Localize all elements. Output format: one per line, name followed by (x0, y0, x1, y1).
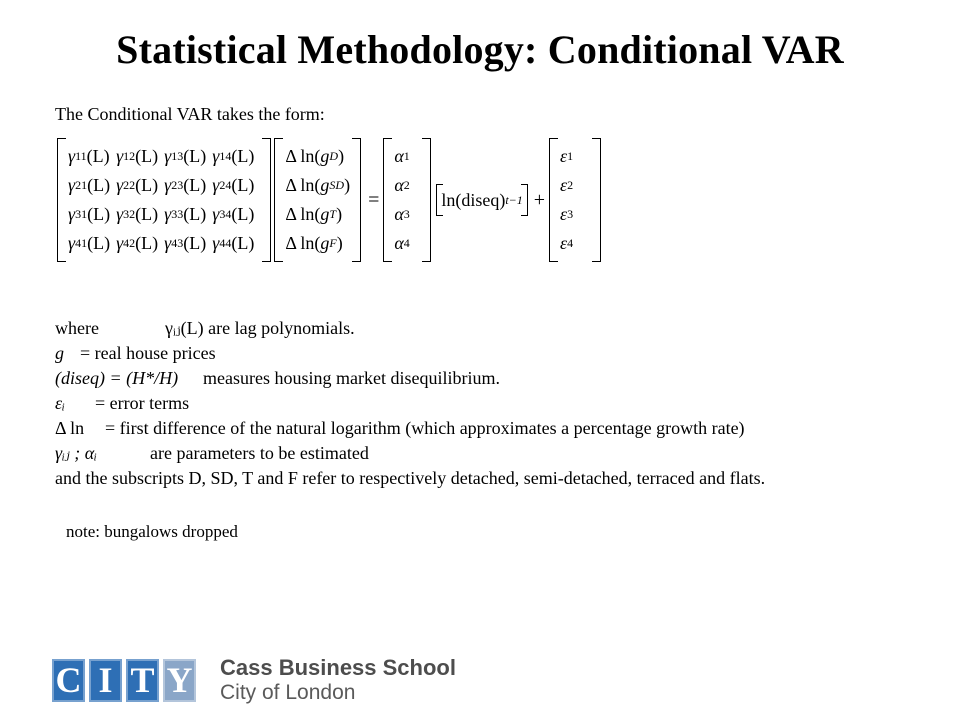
growth-vector (274, 138, 361, 262)
gamma-symbol: γ (212, 233, 220, 253)
alpha-1 (394, 142, 420, 171)
gamma-subscript: 32 (123, 207, 136, 221)
cass-logo (52, 656, 456, 704)
gamma-subscript: 33 (171, 207, 184, 221)
gamma-symbol: γ (212, 146, 220, 166)
definition-symbol: where (55, 318, 99, 338)
definition-symbol: g (55, 343, 64, 363)
lag-argument: (L) (183, 204, 207, 224)
lag-argument: (L) (87, 233, 111, 253)
gamma-subscript: 22 (123, 178, 136, 192)
epsilon-subscript: 2 (567, 178, 574, 192)
gamma-12 (116, 142, 158, 171)
gamma-43 (164, 229, 206, 258)
diseq-term (436, 184, 527, 216)
alpha-subscript: 2 (403, 178, 410, 192)
delta-ln: Δ ln( (285, 233, 321, 253)
gamma-subscript: 23 (171, 178, 184, 192)
lag-argument: (L) (231, 175, 255, 195)
epsilon-3 (560, 200, 590, 229)
gamma-22 (116, 171, 158, 200)
definition-text: = first difference of the natural logarithm (which approximates a percentage growth rate) (105, 418, 745, 438)
gamma-symbol: γ (164, 233, 172, 253)
gamma-subscript: 13 (171, 149, 184, 163)
growth-term-d (285, 142, 350, 171)
dwelling-subscript: T (329, 207, 337, 221)
gamma-subscript: 12 (123, 149, 136, 163)
school-name: Cass Business School (220, 655, 456, 681)
close-paren: ) (336, 233, 343, 253)
gamma-14 (212, 142, 254, 171)
school-name-block (220, 656, 456, 703)
gamma-symbol: γ (212, 204, 220, 224)
alpha-subscript: 1 (403, 149, 410, 163)
epsilon-symbol: ε (560, 233, 568, 253)
gamma-matrix (57, 138, 271, 262)
definition-symbol: εᵢ (55, 393, 65, 413)
logo-letter-i: I (89, 659, 122, 702)
gamma-symbol: γ (164, 146, 172, 166)
gamma-symbol: γ (68, 175, 76, 195)
alpha-2 (394, 171, 420, 200)
definition-text: are parameters to be estimated (150, 443, 369, 463)
growth-term-f (285, 229, 350, 258)
gamma-33 (164, 200, 206, 229)
definition-symbol: Δ ln (55, 418, 85, 438)
definition-text: γᵢⱼ(L) are lag polynomials. (165, 318, 355, 338)
alpha-vector (383, 138, 431, 262)
definition-symbol: (diseq) = (H*/H) (55, 368, 179, 388)
delta-ln: Δ ln( (285, 204, 321, 224)
gamma-symbol: γ (212, 175, 220, 195)
dwelling-subscript: F (329, 236, 337, 250)
gamma-21 (68, 171, 110, 200)
gamma-symbol: γ (116, 233, 124, 253)
gamma-subscript: 21 (75, 178, 88, 192)
gamma-subscript: 43 (171, 236, 184, 250)
growth-term-sd (285, 171, 350, 200)
gamma-11 (68, 142, 110, 171)
definition-symbol: γᵢⱼ ; αᵢ (55, 443, 97, 463)
definition-symbol: and the subscripts D, SD, T and F refer to respectively detached, semi-detached, terraced and flats. (55, 468, 766, 488)
gamma-13 (164, 142, 206, 171)
gamma-symbol: γ (116, 175, 124, 195)
lag-argument: (L) (183, 146, 207, 166)
intro-text: The Conditional VAR takes the form: (55, 104, 325, 124)
epsilon-subscript: 4 (567, 236, 574, 250)
gamma-24 (212, 171, 254, 200)
lag-argument: (L) (135, 146, 159, 166)
gamma-symbol: γ (68, 146, 76, 166)
close-paren: ) (336, 204, 343, 224)
gamma-31 (68, 200, 110, 229)
definition-text: = error terms (95, 393, 190, 413)
gamma-44 (212, 229, 254, 258)
lag-argument: (L) (87, 204, 111, 224)
alpha-subscript: 3 (403, 207, 410, 221)
equals-sign: = (368, 188, 380, 211)
lag-argument: (L) (86, 146, 110, 166)
gamma-symbol: γ (116, 204, 124, 224)
gamma-subscript: 24 (219, 178, 232, 192)
plus-sign: + (533, 188, 546, 211)
lag-argument: (L) (87, 175, 111, 195)
gamma-41 (68, 229, 110, 258)
alpha-symbol: α (394, 175, 404, 195)
lag-argument: (L) (135, 175, 159, 195)
epsilon-symbol: ε (560, 175, 568, 195)
gamma-23 (164, 171, 206, 200)
epsilon-subscript: 3 (567, 207, 574, 221)
close-paren: ) (344, 175, 351, 195)
gamma-subscript: 44 (219, 236, 232, 250)
alpha-4 (394, 229, 420, 258)
epsilon-2 (560, 171, 590, 200)
alpha-3 (394, 200, 420, 229)
lag-argument: (L) (231, 146, 255, 166)
price-variable: g (320, 204, 330, 224)
delta-ln: Δ ln( (285, 175, 321, 195)
alpha-subscript: 4 (403, 236, 410, 250)
gamma-subscript: 42 (123, 236, 136, 250)
slide-title: Statistical Methodology: Conditional VAR (116, 27, 844, 72)
lag-argument: (L) (183, 233, 207, 253)
school-city: City of London (220, 680, 356, 704)
gamma-subscript: 14 (219, 149, 232, 163)
definition-text: measures housing market disequilibrium. (203, 368, 500, 388)
epsilon-symbol: ε (560, 204, 568, 224)
alpha-symbol: α (394, 233, 404, 253)
epsilon-subscript: 1 (567, 149, 574, 163)
var-equation (57, 138, 604, 262)
error-vector (549, 138, 601, 262)
gamma-subscript: 31 (75, 207, 88, 221)
price-variable: g (320, 146, 330, 166)
gamma-subscript: 11 (75, 149, 87, 163)
diseq-lag-subscript: t−1 (505, 192, 523, 207)
close-paren: ) (338, 146, 345, 166)
gamma-32 (116, 200, 158, 229)
price-variable: g (320, 175, 330, 195)
dwelling-subscript: D (329, 149, 339, 163)
dwelling-subscript: SD (329, 178, 345, 192)
alpha-symbol: α (394, 146, 404, 166)
gamma-symbol: γ (164, 175, 172, 195)
alpha-symbol: α (394, 204, 404, 224)
gamma-symbol: γ (164, 204, 172, 224)
gamma-symbol: γ (116, 146, 124, 166)
logo-letter-y: Y (163, 659, 196, 702)
gamma-symbol: γ (68, 204, 76, 224)
logo-letter-t: T (126, 659, 159, 702)
lag-argument: (L) (231, 233, 255, 253)
logo-letter-c: C (52, 659, 85, 702)
gamma-42 (116, 229, 158, 258)
growth-term-t (285, 200, 350, 229)
epsilon-1 (560, 142, 590, 171)
gamma-subscript: 41 (75, 236, 88, 250)
lag-argument: (L) (231, 204, 255, 224)
diseq-expression: ln(diseq) (441, 189, 506, 210)
price-variable: g (320, 233, 330, 253)
city-wordmark (52, 659, 200, 702)
gamma-symbol: γ (68, 233, 76, 253)
lag-argument: (L) (183, 175, 207, 195)
lag-argument: (L) (135, 204, 159, 224)
gamma-subscript: 34 (219, 207, 232, 221)
note-text: note: bungalows dropped (66, 522, 238, 541)
epsilon-symbol: ε (560, 146, 568, 166)
delta-ln: Δ ln( (285, 146, 321, 166)
definition-text: = real house prices (80, 343, 216, 363)
gamma-34 (212, 200, 254, 229)
epsilon-4 (560, 229, 590, 258)
lag-argument: (L) (135, 233, 159, 253)
